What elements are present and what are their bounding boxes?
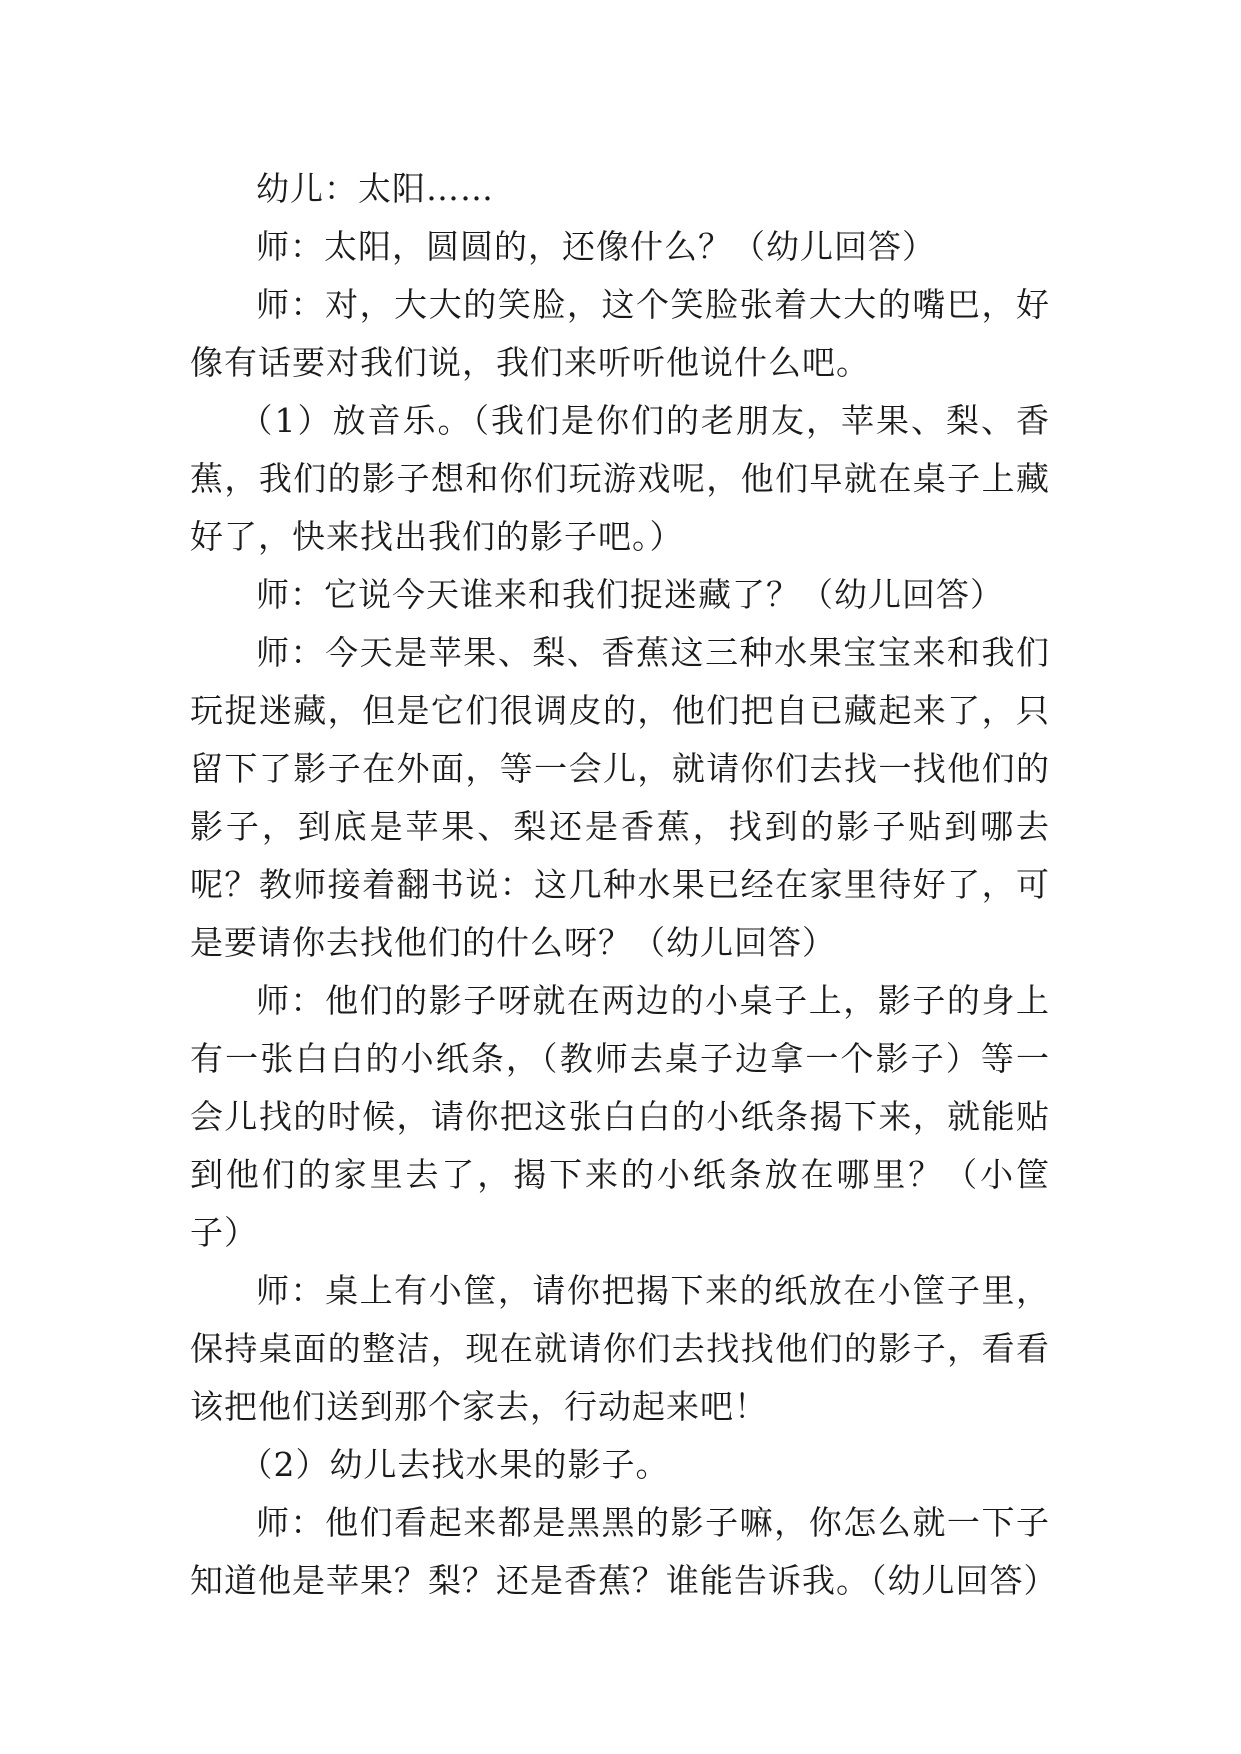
paragraph-teacher-small-basket: 师：桌上有小筐，请你把揭下来的纸放在小筐子里，保持桌面的整洁，现在就请你们去找找他们的影子，看看该把他们送到那个家去，行动起来吧！: [190, 1271, 1050, 1426]
paragraph-teacher-black-shadows: 师：他们看起来都是黑黑的影子嘛，你怎么就一下子知道他是苹果？梨？还是香蕉？谁能告诉我。（幼儿回答）: [190, 1503, 1058, 1600]
paragraph-teacher-shadows-on-tables: 师：他们的影子呀就在两边的小桌子上，影子的身上有一张白白的小纸条，（教师去桌子边拿一个影子）等一会儿找的时候，请你把这张白白的小纸条揭下来，就能贴到他们的家里去了，揭下来的小纸条放在哪里？（小筐子）: [190, 981, 1050, 1252]
paragraph-teacher-smiling-face: 师：对，大大的笑脸，这个笑脸张着大大的嘴巴，好像有话要对我们说，我们来听听他说什么吧。: [190, 285, 1050, 382]
paragraph-teacher-hide-and-seek-question: 师：它说今天谁来和我们捉迷藏了？（幼儿回答）: [256, 575, 1004, 614]
paragraph-step-1-music: （1）放音乐。（我们是你们的老朋友，苹果、梨、香蕉，我们的影子想和你们玩游戏呢，他们早就在桌子上藏好了，快来找出我们的影子吧。）: [190, 401, 1050, 556]
document-body: [190, 160, 1058, 1610]
paragraph-teacher-fruit-babies: 师：今天是苹果、梨、香蕉这三种水果宝宝来和我们玩捉迷藏，但是它们很调皮的，他们把自已藏起来了，只留下了影子在外面，等一会儿，就请你们去找一找他们的影子，到底是苹果、梨还是香蕉，找到的影子贴到哪去呢？教师接着翻书说：这几种水果已经在家里待好了，可是要请你去找他们的什么呀？（幼儿回答）: [190, 633, 1050, 962]
paragraph-teacher-round-sun: 师：太阳，圆圆的，还像什么？（幼儿回答）: [256, 227, 936, 266]
paragraph-step-2-find-shadows: （2）幼儿去找水果的影子。: [239, 1445, 670, 1484]
paragraph-child-answer-sun: 幼儿：太阳……: [256, 169, 494, 208]
